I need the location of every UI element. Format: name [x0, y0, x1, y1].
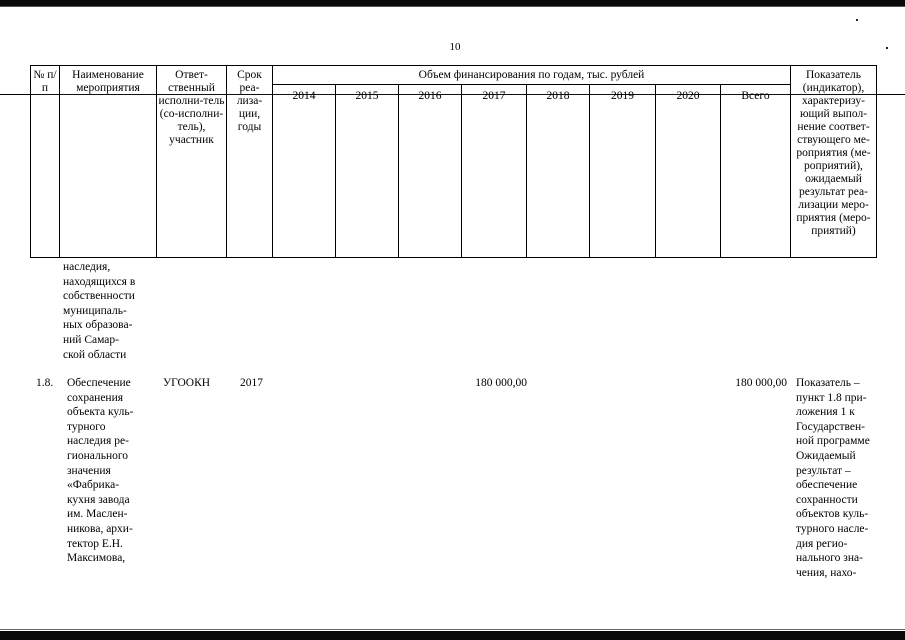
header-year-2016: 2016: [418, 90, 442, 102]
row-term: 2017: [240, 377, 263, 389]
row-name: Обеспечение сохранения объекта куль- турного наследия ре- гионального значения «Фабрика- кухня завода им. Маслен- никова, архи- тектор Е.Н. Максимова,: [67, 377, 134, 565]
row-responsible: УГООКН: [163, 377, 211, 389]
page-number: 10: [449, 41, 461, 53]
row-indicator: Показатель – пункт 1.8 при- ложения 1 к Государствен- ной программе Ожидаемый результат – обеспечение сохранности объектов куль- турного насле- дия регио- нального зна- чения, нахо-: [796, 377, 870, 579]
scan-speck: [856, 19, 858, 21]
header-responsible: Ответ-ственный исполни-тель (со-исполни-тель), участник: [158, 69, 225, 146]
header-year-2019: 2019: [611, 90, 634, 102]
header-year-2017: 2017: [482, 90, 506, 102]
scan-bottom-border-line: [0, 629, 905, 630]
scan-top-border-line: [0, 6, 905, 7]
row-number: 1.8.: [36, 377, 54, 389]
header-indicator: Показатель (индикатор), характеризу-ющий выпол-нение соответ-ствующего ме-роприятия (ме-роприятий), ожидаемый результат реа-лизации меро-приятия (меро-приятий): [796, 69, 871, 237]
header-year-2018: 2018: [546, 90, 570, 102]
header-num: № п/п: [33, 69, 57, 94]
header-year-2020: 2020: [676, 90, 700, 102]
header-name: Наименование мероприятия: [72, 69, 144, 94]
header-total: Всего: [741, 90, 770, 102]
row-total: 180 000,00: [735, 377, 787, 389]
header-year-2014: 2014: [292, 90, 316, 102]
scan-stray-line: [0, 94, 30, 95]
scan-bottom-border: [0, 631, 905, 640]
header-year-2015: 2015: [355, 90, 379, 102]
continuation-name: наследия, находящихся в собственности муниципаль- ных образова- ний Самар- ской области: [63, 261, 136, 361]
header-term: Срок реа-лиза-ции, годы: [236, 69, 263, 133]
scan-stray-line: [876, 94, 905, 95]
header-funding: Объем финансирования по годам, тыс. рублей: [418, 69, 645, 81]
row-value-2017: 180 000,00: [475, 377, 527, 389]
scan-speck: [886, 47, 888, 49]
